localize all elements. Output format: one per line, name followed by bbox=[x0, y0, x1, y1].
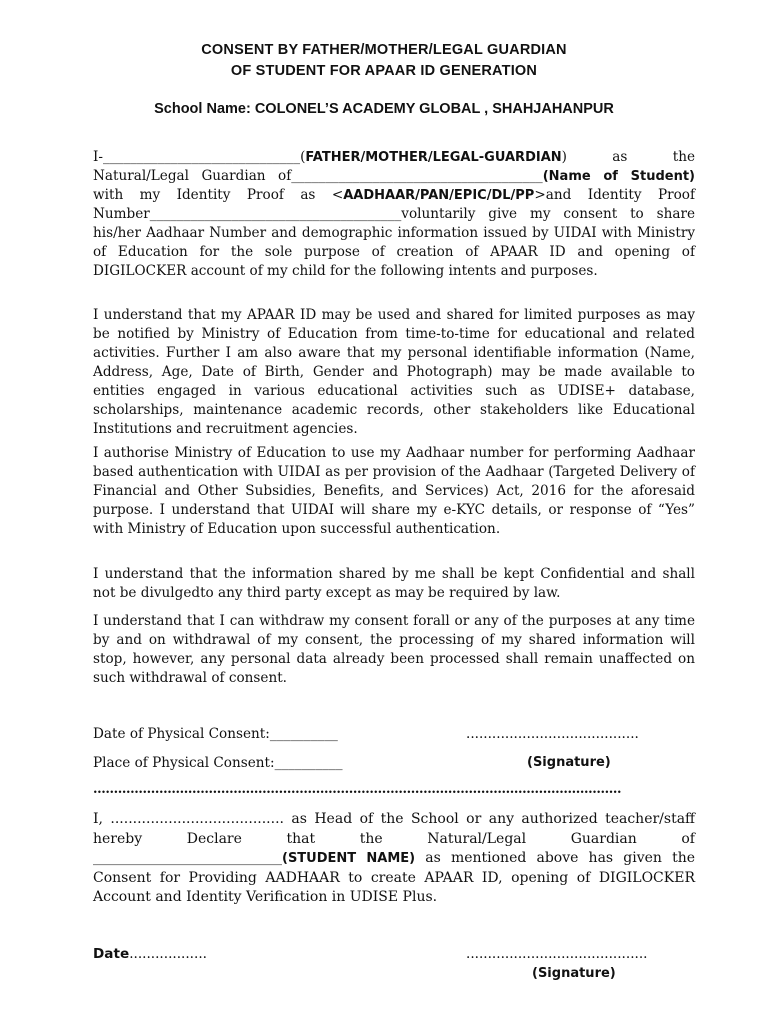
head-signature-line: .......................................... bbox=[466, 946, 648, 962]
declaration-text: I, ....................................... as Head of the School or any authorized teacher/staff hereby Declare that the Natural/Legal Guardian of ___________________________ bbox=[93, 811, 695, 866]
guardian-relation-options: FATHER/MOTHER/LEGAL-GUARDIAN bbox=[305, 150, 562, 165]
head-signature-label: (Signature) bbox=[532, 966, 616, 981]
student-name-label: (STUDENT NAME) bbox=[282, 851, 416, 866]
place-of-consent-field: Place of Physical Consent:__________ bbox=[93, 755, 343, 771]
identity-proof-text: with my Identity Proof as < bbox=[93, 187, 344, 203]
date-of-consent-field: Date of Physical Consent:__________ bbox=[93, 726, 338, 742]
confidentiality-paragraph: I understand that the information shared by me shall be kept Confidential and shall not be divulgedto any third party except as may be required by law. bbox=[93, 566, 695, 601]
section-separator: ................................................................................................................................ bbox=[93, 782, 622, 797]
footer-date-label: Date bbox=[93, 946, 130, 962]
form-title-line1: CONSENT BY FATHER/MOTHER/LEGAL GUARDIAN bbox=[201, 42, 567, 58]
head-declaration-paragraph bbox=[93, 810, 695, 908]
guardian-name-blank: I-_____________________________( bbox=[93, 149, 306, 165]
apaar-usage-paragraph: I understand that my APAAR ID may be used and shared for limited purposes as may be notified by Ministry of Education from time-to-time for educational and related activities. Further I am also aware that my personal identifiable information (Name, Address, Age, Date of Birth, Gender and Photograph) may be made available to entities engaged in various educational activities such as UDISE+ database, scholarships, maintenance academic records, other stakeholders like Educational Institutions and recruitment agencies. bbox=[93, 307, 695, 437]
declaration-consent-text: as mentioned above has given the Consent for Providing AADHAAR to create APAAR ID, opening of DIGILOCKER Account and Identity Verification in UDISE Plus. bbox=[93, 850, 696, 905]
guardian-identity-paragraph bbox=[93, 148, 695, 281]
footer-date-dots: .................. bbox=[129, 946, 207, 962]
guardian-signature-line: ........................................ bbox=[466, 726, 639, 742]
consent-purpose-text: >and Identity Proof Number_____________________________________voluntarily give my consent to share his/her Aadhaar Number and demographic information issued by UIDAI with Ministry of Education for the sole purpose of creation of APAAR ID and opening of DIGILOCKER account of my child for the following intents and purposes. bbox=[93, 187, 695, 279]
identity-proof-options: AADHAAR/PAN/EPIC/DL/PP bbox=[343, 188, 535, 203]
student-name-blank: ) as the Natural/Legal Guardian of_____________________________________ bbox=[93, 149, 695, 184]
form-title-line2: OF STUDENT FOR APAAR ID GENERATION bbox=[230, 63, 538, 79]
name-of-student-label: (Name of Student) bbox=[542, 169, 695, 184]
withdrawal-paragraph: I understand that I can withdraw my consent forall or any of the purposes at any time by and on withdrawal of my consent, the processing of my shared information will stop, however, any personal data already been processed shall remain unaffected on such withdrawal of consent. bbox=[93, 613, 695, 686]
authentication-paragraph: I authorise Ministry of Education to use my Aadhaar number for performing Aadhaar based authentication with UIDAI as per provision of the Aadhaar (Targeted Delivery of Financial and Other Subsidies, Benefits, and Services) Act, 2016 for the aforesaid purpose. I understand that UIDAI will share my e-KYC details, or response of “Yes” with Ministry of Education upon successful authentication. bbox=[93, 445, 695, 537]
footer-date-field bbox=[93, 946, 207, 962]
guardian-signature-label: (Signature) bbox=[527, 755, 611, 770]
school-name: School Name: COLONEL’S ACADEMY GLOBAL , SHAHJAHANPUR bbox=[154, 101, 614, 117]
